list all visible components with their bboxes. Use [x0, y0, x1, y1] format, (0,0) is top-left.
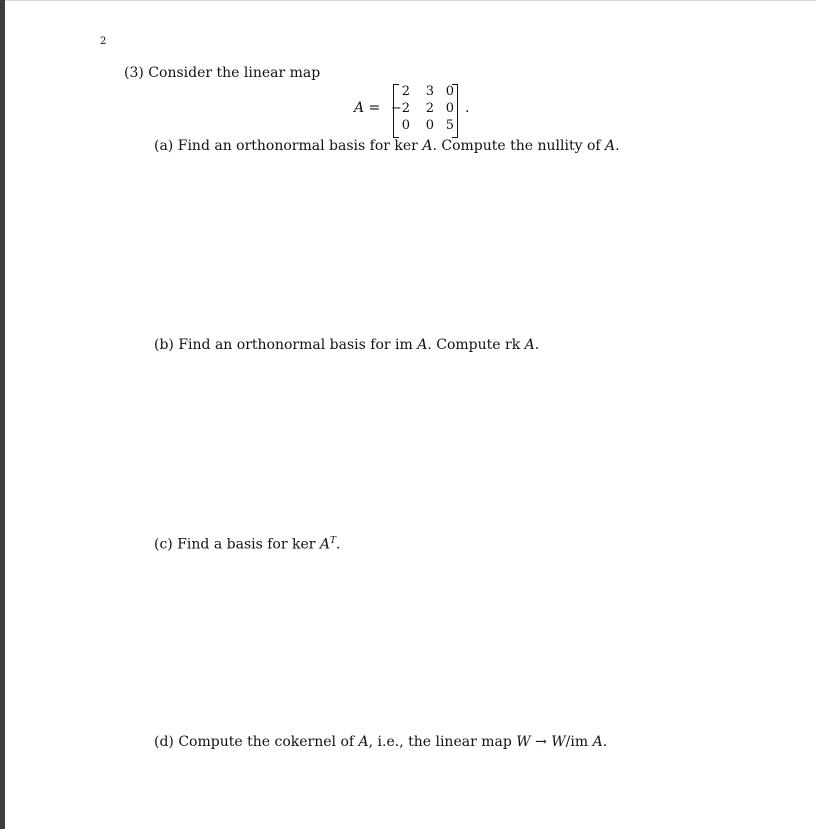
part-text: Compute the cokernel of [178, 734, 359, 750]
part-text: Find a basis for ker [177, 536, 320, 553]
part-c: (c) Find a basis for ker $A^T$. [154, 536, 341, 553]
part-text: Find an orthonormal basis for im [178, 337, 418, 353]
matrix-cell: −2 [390, 101, 410, 116]
matrix-cell: 2 [401, 84, 410, 99]
matrix-cell: 5 [445, 118, 454, 133]
part-label: (a) [154, 138, 174, 154]
viewer-left-edge [0, 0, 5, 829]
part-label: (d) [154, 734, 174, 750]
part-b: (b) Find an orthonormal basis for im A. Compute rk A. [154, 337, 540, 353]
part-a: (a) Find an orthonormal basis for ker A. Compute the nullity of A. [154, 138, 620, 154]
problem-label: (3) [124, 65, 144, 81]
part-text: Find an orthonormal basis for ker [177, 138, 423, 154]
matrix-period: . [465, 100, 470, 116]
matrix-cell: 0 [425, 118, 434, 133]
page-number: 2 [100, 36, 107, 47]
problem-statement [124, 65, 320, 81]
part-d: (d) Compute the cokernel of A, i.e., the linear map W → W/im A. [154, 734, 608, 750]
matrix-cell: 2 [425, 101, 434, 116]
matrix-cell: 3 [425, 84, 434, 99]
part-label: (c) [154, 536, 173, 553]
matrix-cell: 0 [401, 118, 410, 133]
matrix-cell: 0 [445, 101, 454, 116]
page-top-border [5, 0, 816, 1]
matrix-lhs: A = [354, 100, 381, 116]
problem-intro-text: Consider the linear map [148, 65, 321, 81]
matrix-cell: 0 [445, 84, 454, 99]
part-label: (b) [154, 337, 174, 353]
